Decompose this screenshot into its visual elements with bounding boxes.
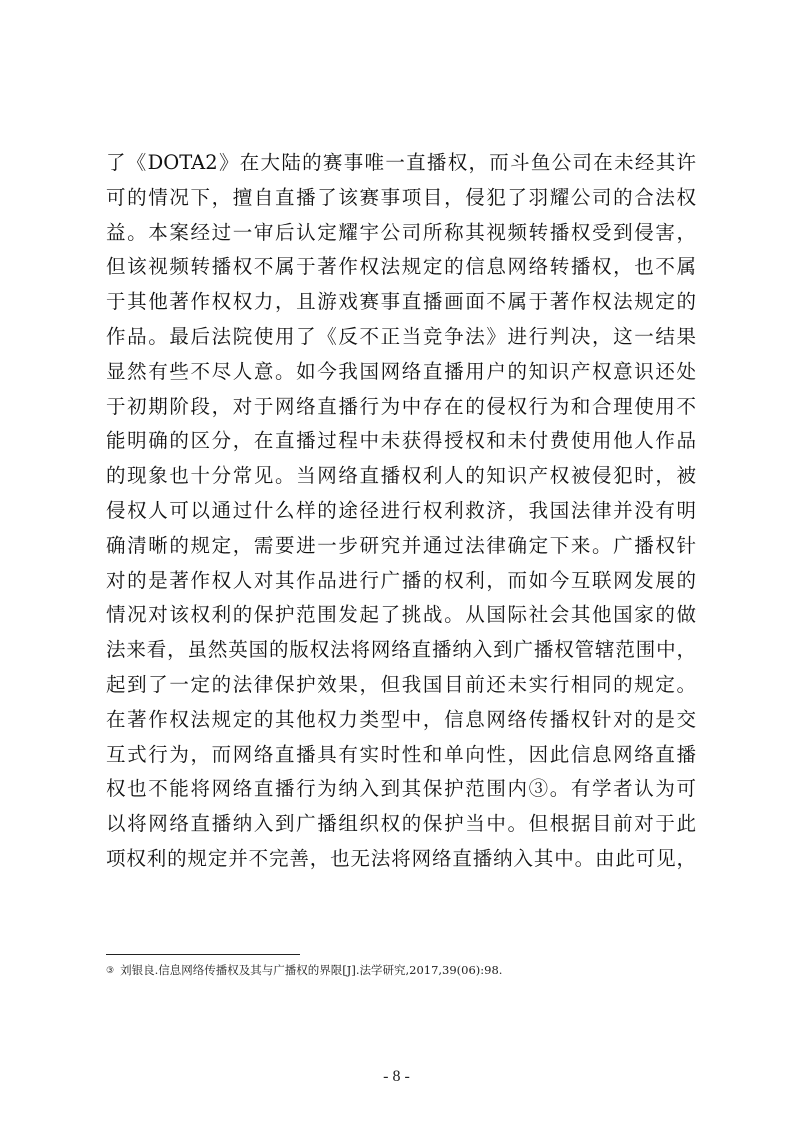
body-line: 侵权人可以通过什么样的途径进行权利救济，我国法律并没有明 [106, 498, 696, 522]
footnote-text: 刘银良.信息网络传播权及其与广播权的界限[J].法学研究,2017,39(06):98. [120, 963, 503, 977]
page-number: - 8 - [383, 1068, 410, 1085]
body-line: 显然有些不尽人意。如今我国网络直播用户的知识产权意识还处 [106, 359, 696, 383]
body-line: 起到了一定的法律保护效果，但我国目前还未实行相同的规定。 [106, 672, 696, 696]
body-paragraph [106, 146, 696, 877]
body-line: 能明确的区分，在直播过程中未获得授权和未付费使用他人作品 [106, 429, 696, 453]
body-line: 以将网络直播纳入到广播组织权的保护当中。但根据目前对于此 [106, 812, 696, 836]
body-line: 确清晰的规定，需要进一步研究并通过法律确定下来。广播权针 [106, 533, 696, 557]
body-line: 项权利的规定并不完善，也无法将网络直播纳入其中。由此可见， [106, 846, 696, 870]
body-line: 在著作权法规定的其他权力类型中，信息网络传播权针对的是交 [106, 707, 696, 731]
body-line: 益。本案经过一审后认定耀宇公司所称其视频转播权受到侵害， [106, 220, 696, 244]
body-line: 法来看，虽然英国的版权法将网络直播纳入到广播权管辖范围中， [106, 638, 696, 662]
body-line: 但该视频转播权不属于著作权法规定的信息网络转播权，也不属 [106, 255, 696, 279]
body-line: 权也不能将网络直播行为纳入到其保护范围内③。有学者认为可 [106, 777, 696, 801]
body-line: 情况对该权利的保护范围发起了挑战。从国际社会其他国家的做 [106, 603, 696, 627]
body-line: 的现象也十分常见。当网络直播权利人的知识产权被侵犯时，被 [106, 464, 696, 488]
body-line: 对的是著作权人对其作品进行广播的权利，而如今互联网发展的 [106, 568, 696, 592]
body-line: 可的情况下，擅自直播了该赛事项目，侵犯了羽耀公司的合法权 [106, 185, 696, 209]
footnote [106, 961, 706, 980]
footnote-marker: ③ [106, 966, 115, 976]
body-line: 于其他著作权权力，且游戏赛事直播画面不属于著作权法规定的 [106, 290, 696, 314]
footnote-divider [106, 954, 300, 955]
body-line: 作品。最后法院使用了《反不正当竞争法》进行判决，这一结果 [106, 324, 696, 348]
body-line: 于初期阶段，对于网络直播行为中存在的侵权行为和合理使用不 [106, 394, 696, 418]
body-line: 了《DOTA2》在大陆的赛事唯一直播权，而斗鱼公司在未经其许 [106, 151, 696, 174]
body-line: 互式行为，而网络直播具有实时性和单向性，因此信息网络直播 [106, 742, 696, 766]
